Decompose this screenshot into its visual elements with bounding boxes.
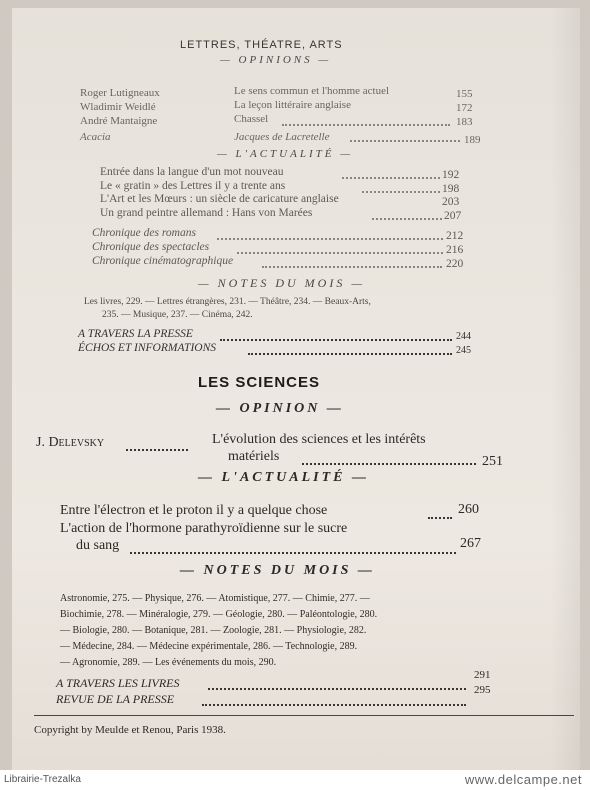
toc-page: 207 [444,210,462,222]
notes-line: Les livres, 229. — Lettres étrangères, 231. — Théâtre, 234. — Beaux-Arts, [84,297,371,307]
toc-page: 291 [474,669,491,681]
toc-entry-title: L'Art et les Mœurs : un siècle de caricature anglaise [100,193,339,205]
toc-page: 220 [446,258,464,270]
section-title-lettres: LETTRES, THÉATRE, ARTS [180,39,343,51]
toc-entry-title: Un grand peintre allemand : Hans von Marées [100,207,313,219]
toc-entry-title: ÉCHOS ET INFORMATIONS [78,342,216,354]
toc-page: 260 [458,502,479,517]
notes-line: 235. — Musique, 237. — Cinéma, 242. [102,310,253,320]
opinions-heading: — OPINIONS — [220,54,332,66]
toc-entry-title: Chronique cinématographique [92,255,234,267]
toc-page: 295 [474,684,491,696]
toc-page: 245 [456,345,471,356]
toc-page: 189 [464,134,481,146]
toc-entry-title: L'évolution des sciences et les intérêts [212,432,426,447]
toc-page: 244 [456,331,471,342]
notes-line: Astronomie, 275. — Physique, 276. — Atomistique, 277. — Chimie, 277. — [60,593,370,604]
toc-entry-title: L'action de l'hormone parathyroïdienne sur le sucre [60,521,348,536]
toc-entry-title: Le « gratin » des Lettres il y a trente ans [100,180,286,192]
toc-entry-title: Chronique des spectacles [92,241,210,253]
actualite-heading: — L'ACTUALITÉ — [217,148,353,160]
toc-entry-title: Jacques de Lacretelle [234,131,330,143]
notes-du-mois-heading: — NOTES DU MOIS — [180,563,375,578]
actualite-heading: — L'ACTUALITÉ — [198,470,370,485]
seller-name: Librairie-Trezalka [4,774,81,785]
toc-entry-title: A TRAVERS LA PRESSE [78,328,193,340]
toc-page: 251 [482,454,503,469]
toc-page: 192 [442,169,460,181]
toc-entry-title: Entre l'électron et le proton il y a quelque chose [60,503,328,518]
notes-line: — Agronomie, 289. — Les événements du mois, 290. [60,657,277,668]
toc-author: Acacia [80,131,111,143]
toc-author: André Mantaigne [80,115,158,127]
toc-page: 155 [456,88,473,100]
toc-entry-title: matériels [228,449,280,464]
toc-entry-title: Le sens commun et l'homme actuel [234,85,390,97]
book-page [12,8,580,770]
toc-page: 172 [456,102,473,114]
copyright: Copyright by Meulde et Renou, Paris 1938. [34,724,226,736]
toc-author: Roger Lutigneaux [80,87,160,99]
toc-entry-title: REVUE DE LA PRESSE [56,692,175,706]
toc-entry-title: du sang [76,538,120,553]
toc-page: 267 [460,536,481,551]
toc-page: 198 [442,183,460,195]
toc-page: 216 [446,244,464,256]
section-title-sciences: LES SCIENCES [198,374,321,391]
site-watermark: www.delcampe.net [464,772,582,787]
notes-line: — Médecine, 284. — Médecine expérimentale, 286. — Technologie, 289. [60,641,358,652]
footer-bar [0,770,590,790]
notes-du-mois-heading: — NOTES DU MOIS — [198,276,366,290]
toc-entry-title: A TRAVERS LES LIVRES [56,676,180,690]
toc-entry-title: La leçon littéraire anglaise [234,99,351,111]
toc-page: 203 [442,196,460,208]
opinion-heading: — OPINION — [216,401,344,416]
divider [34,715,574,716]
toc-entry-title: Entrée dans la langue d'un mot nouveau [100,166,284,178]
notes-line: — Biologie, 280. — Botanique, 281. — Zoologie, 281. — Physiologie, 282. [60,625,367,636]
notes-line: Biochimie, 278. — Minéralogie, 279. — Géologie, 280. — Paléontologie, 280. [60,609,378,620]
toc-page: 183 [456,116,473,128]
toc-author: J. Delevsky [36,435,105,450]
toc-entry-title: Chassel [234,113,269,125]
toc-page: 212 [446,230,464,242]
toc-author: Wladimir Weidlé [80,101,156,113]
toc-entry-title: Chronique des romans [92,227,196,239]
